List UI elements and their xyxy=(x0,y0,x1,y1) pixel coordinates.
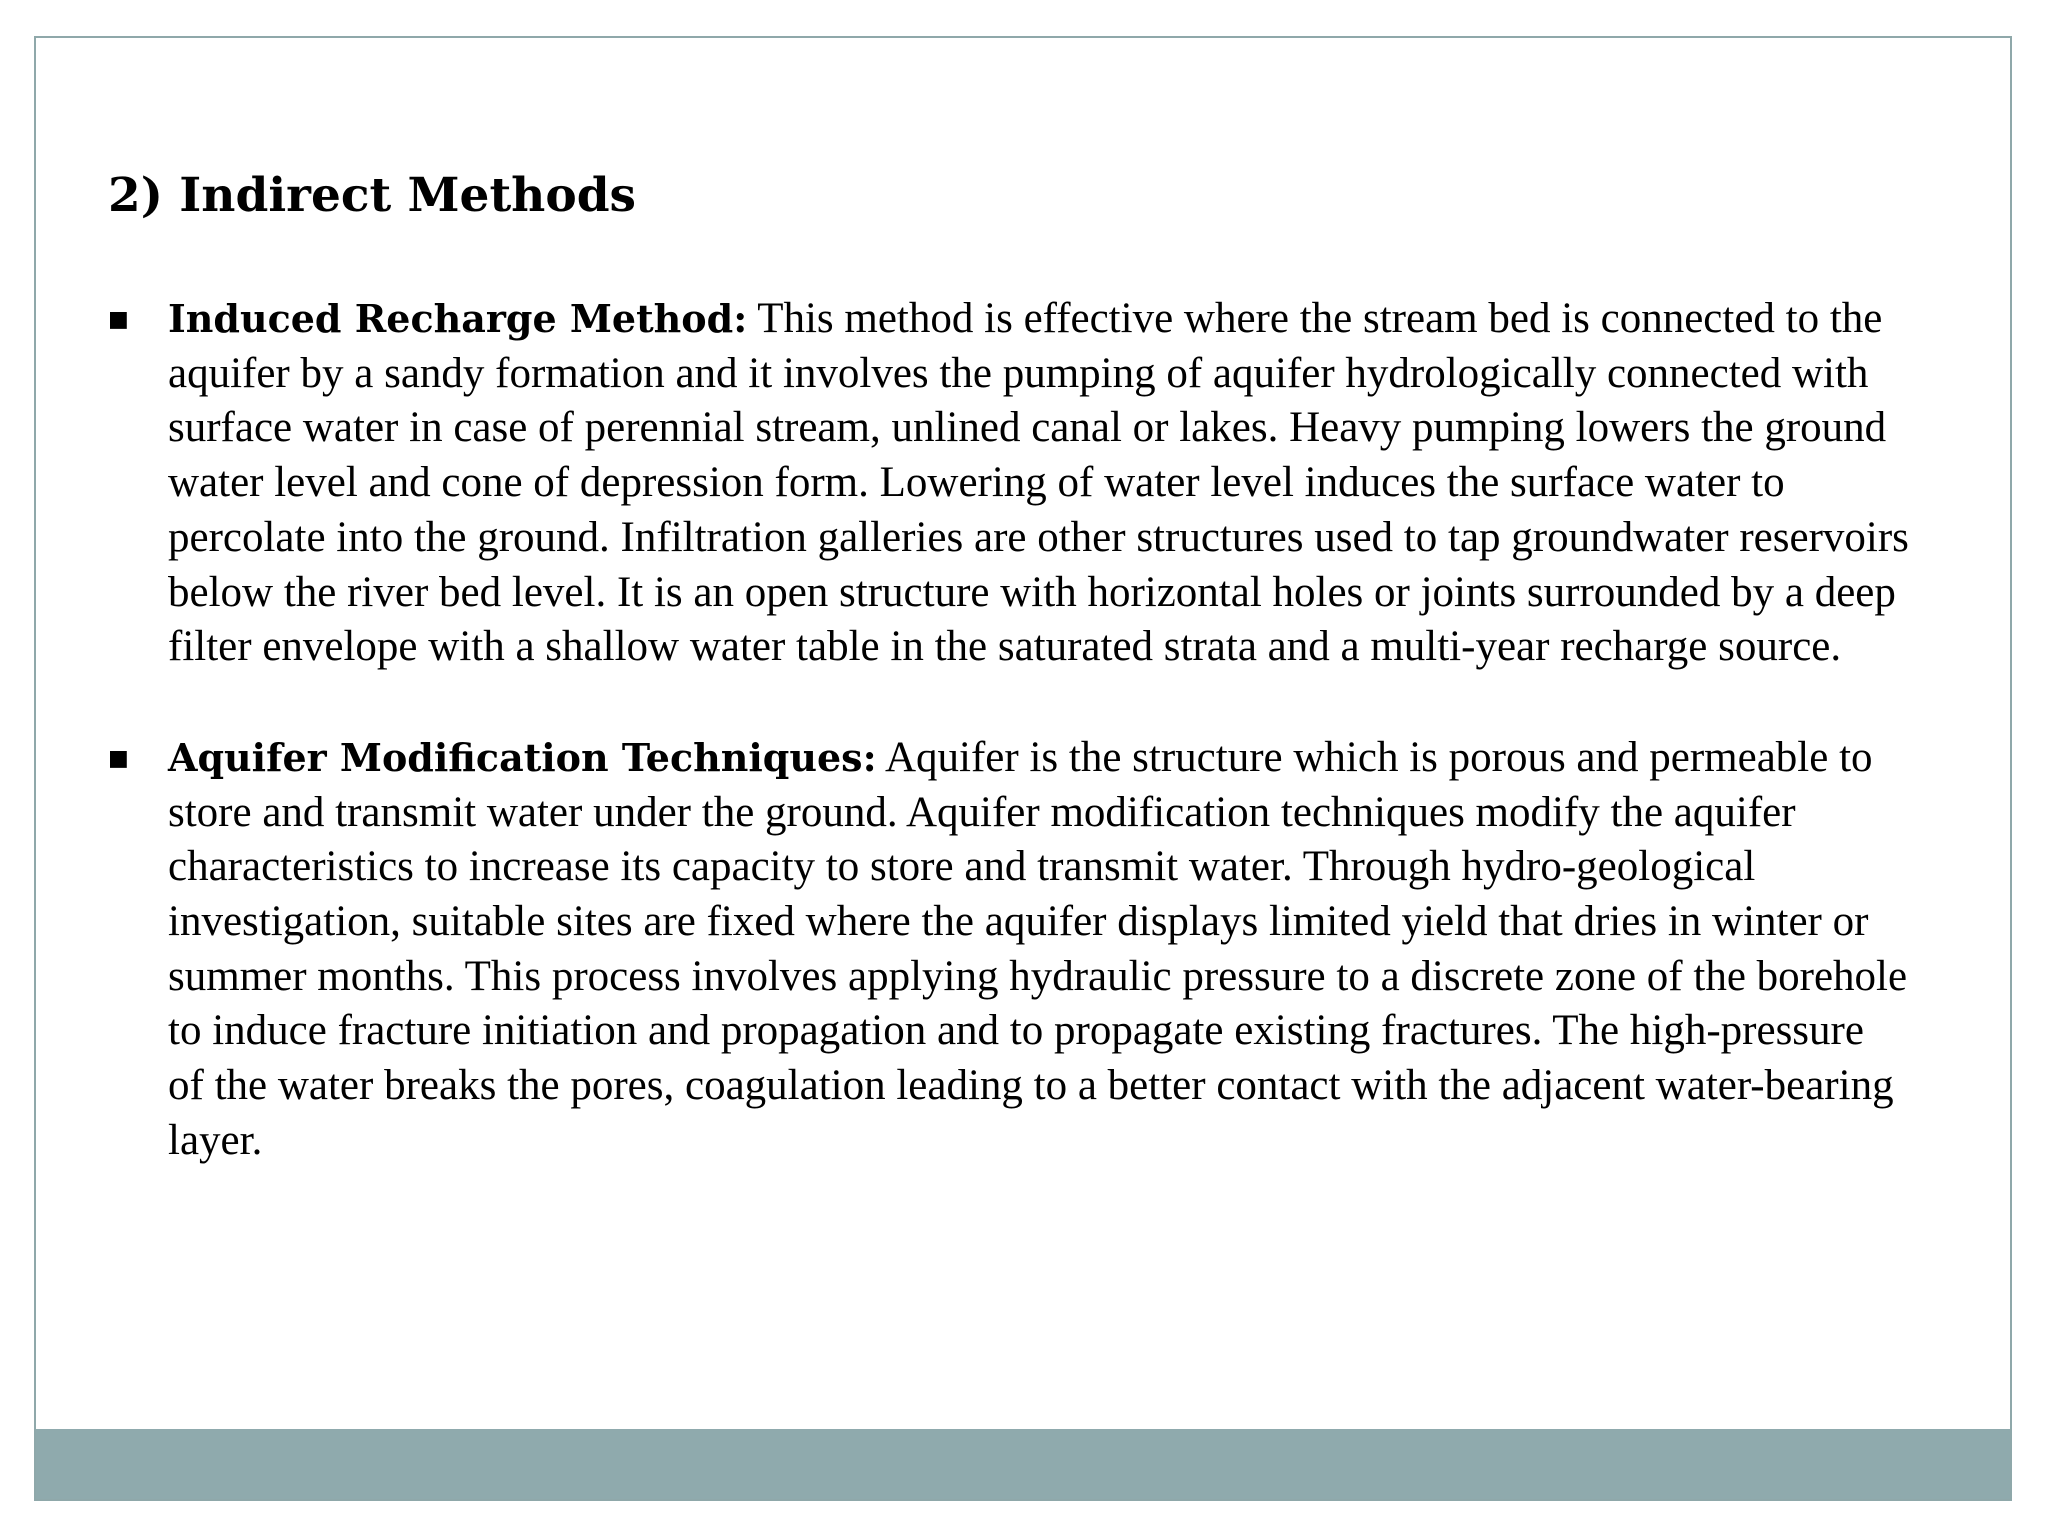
slide-frame xyxy=(34,36,2012,1501)
square-bullet-icon: ■ xyxy=(108,745,129,771)
footer-band xyxy=(36,1429,2010,1499)
bullet-text xyxy=(168,292,1910,675)
bullet-body: This method is effective where the stream bed is connected to the aquifer by a sandy formation and it involves the pumping of aquifer hydrologically connected with surface water in case of perennial stream, unlined canal or lakes. Heavy pumping lowers the ground water level and cone of depression form. Lowering of water level induces the surface water to percolate into the ground. Infiltration galleries are other structures used to tap groundwater reservoirs below the river bed level. It is an open structure with horizontal holes or joints surrounded by a deep filter envelope with a shallow water table in the saturated strata and a multi-year recharge source. xyxy=(168,295,1909,671)
list-item xyxy=(108,292,1910,675)
bullet-list xyxy=(108,292,1910,1225)
bullet-text xyxy=(168,731,1910,1169)
bullet-body: Aquifer is the structure which is porous and permeable to store and transmit water under the ground. Aquifer modification techniques modify the aquifer characteristics to increase its capacity to store and transmit water. Through hydro-geological investigation, suitable sites are fixed where the aquifer displays limited yield that dries in winter or summer months. This process involves applying hydraulic pressure to a discrete zone of the borehole to induce fracture initiation and propagation and to propagate existing fractures. The high-pressure of the water breaks the pores, coagulation leading to a better contact with the adjacent water-bearing layer. xyxy=(168,733,1908,1164)
bullet-heading: Aquifer Modification Techniques: xyxy=(168,734,877,780)
list-item xyxy=(108,731,1910,1169)
bullet-heading: Induced Recharge Method: xyxy=(168,296,748,341)
slide-title: 2) Indirect Methods xyxy=(108,168,637,223)
square-bullet-icon: ■ xyxy=(108,307,129,332)
